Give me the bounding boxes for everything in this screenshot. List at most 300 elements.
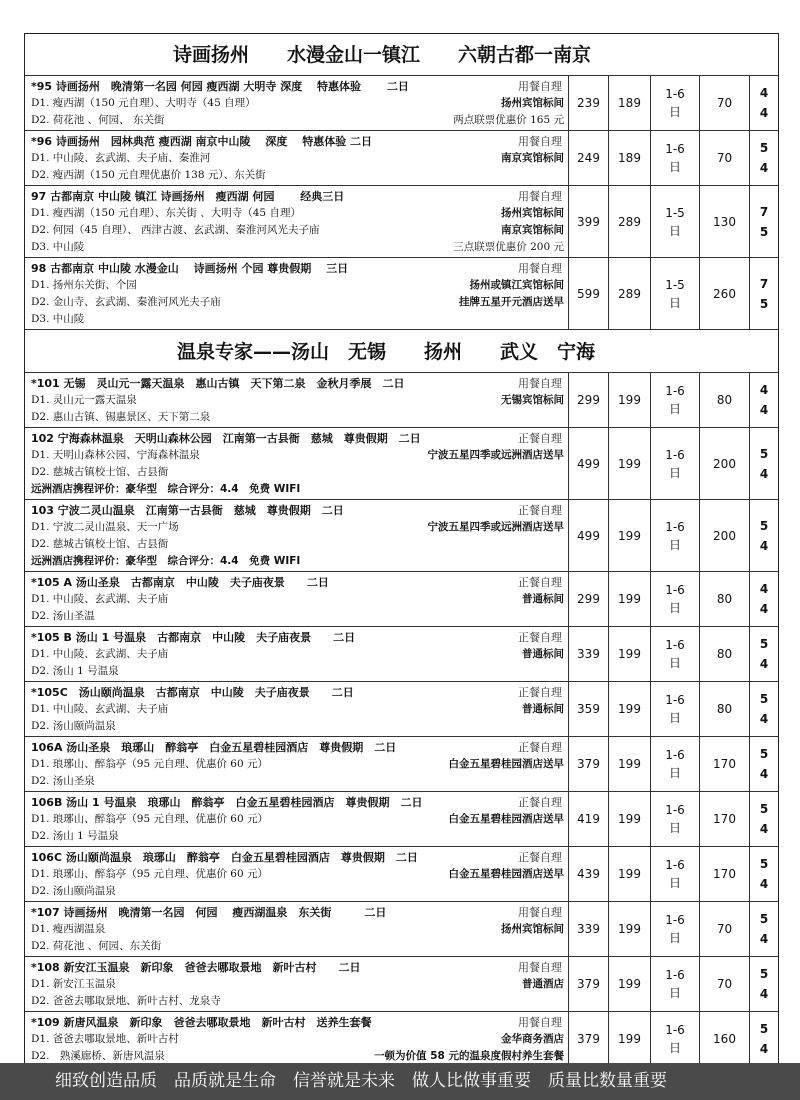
tour-row bbox=[25, 373, 778, 428]
single-supplement: 170 bbox=[700, 792, 750, 846]
itinerary-text: D1. 琅琊山、醉翁亭（95 元自理、优惠价 60 元） bbox=[31, 868, 269, 880]
child-price: 199 bbox=[609, 902, 651, 956]
single-supplement: 170 bbox=[700, 847, 750, 901]
itinerary-text: D3. 中山陵 bbox=[31, 313, 85, 325]
itinerary-text: D3. 中山陵 bbox=[31, 241, 85, 253]
frequency bbox=[750, 131, 778, 185]
frequency bbox=[750, 682, 778, 736]
itinerary-text: D1. 中山陵、玄武湖、夫子庙、秦淮河 bbox=[31, 152, 211, 164]
departure-days-line: 1-6 bbox=[665, 693, 685, 707]
adult-price: 339 bbox=[569, 902, 609, 956]
departure-days-line: 1-6 bbox=[665, 519, 685, 534]
departure-days-line: 日 bbox=[668, 402, 681, 416]
departure-days-line: 日 bbox=[668, 295, 681, 310]
adult-price: 339 bbox=[569, 627, 609, 681]
single-supplement: 260 bbox=[700, 258, 750, 329]
meal-note: 正餐自理 bbox=[518, 741, 562, 754]
itinerary-line bbox=[31, 222, 564, 239]
frequency-value: 4 bbox=[759, 466, 769, 481]
single-supplement: 130 bbox=[700, 186, 750, 257]
frequency-value: 4 bbox=[759, 538, 769, 553]
tour-row bbox=[25, 258, 778, 329]
ticket-note: 三点联票优惠价 200 元 bbox=[453, 241, 564, 253]
adult-price: 379 bbox=[569, 737, 609, 791]
departure-days-text bbox=[665, 911, 685, 947]
adult-price: 379 bbox=[569, 957, 609, 1011]
tour-title: *95 诗画扬州 晚清第一名园 何园 瘦西湖 大明寺 深度 特惠体验 二日 bbox=[31, 80, 409, 93]
itinerary-line bbox=[31, 591, 564, 608]
itinerary-line bbox=[31, 701, 564, 718]
tour-row bbox=[25, 627, 778, 682]
child-price: 289 bbox=[609, 258, 651, 329]
departure-days-line: 1-6 bbox=[665, 1023, 685, 1037]
frequency-value: 4 bbox=[759, 767, 769, 781]
departure-days-line: 1-6 bbox=[665, 858, 685, 872]
hotel-info: 普通标间 bbox=[522, 648, 564, 660]
meal-note: 用餐自理 bbox=[518, 1016, 562, 1029]
itinerary-text: D2. 汤山圣温 bbox=[31, 610, 95, 622]
departure-days-line: 1-6 bbox=[665, 447, 685, 462]
departure-days bbox=[651, 258, 700, 329]
hotel-info: 宁波五星四季或远洲酒店送早 bbox=[427, 449, 564, 461]
departure-days-text bbox=[665, 746, 685, 782]
itinerary-line bbox=[31, 608, 564, 625]
departure-days-text bbox=[665, 581, 685, 617]
child-price: 199 bbox=[609, 572, 651, 626]
tour-title: 106A 汤山圣泉 琅琊山 醉翁亭 白金五星碧桂园酒店 尊贵假期 二日 bbox=[31, 741, 397, 754]
departure-days bbox=[651, 373, 700, 427]
departure-days-text bbox=[665, 382, 685, 418]
meal-note: 用餐自理 bbox=[518, 961, 562, 974]
child-price: 199 bbox=[609, 627, 651, 681]
single-supplement: 70 bbox=[700, 131, 750, 185]
itinerary-line bbox=[31, 536, 564, 553]
tour-title: *105 B 汤山 1 号温泉 古都南京 中山陵 夫子庙夜景 二日 bbox=[31, 631, 356, 644]
child-price: 199 bbox=[609, 847, 651, 901]
itinerary-text: D1. 天明山森林公园、宁海森林温泉 bbox=[31, 449, 200, 461]
itinerary-line bbox=[31, 167, 564, 184]
itinerary-line bbox=[31, 773, 564, 790]
hotel-info: 宁波五星四季或远洲酒店送早 bbox=[427, 521, 564, 533]
meal-note: 正餐自理 bbox=[518, 504, 562, 517]
frequency-value: 5 bbox=[759, 518, 769, 533]
tour-title: *107 诗画扬州 晚清第一名园 何园 瘦西湖温泉 东关街 二日 bbox=[31, 906, 387, 919]
itinerary-text: D1. 新安江玉温泉 bbox=[31, 978, 116, 990]
itinerary-text: D1. 宁波二灵山温泉、天一广场 bbox=[31, 521, 179, 533]
frequency-value: 7 bbox=[759, 276, 769, 291]
frequency bbox=[750, 76, 778, 130]
itinerary-line bbox=[31, 112, 564, 129]
meal-note: 用餐自理 bbox=[518, 135, 562, 148]
tour-description bbox=[25, 737, 569, 791]
frequency bbox=[750, 428, 778, 499]
departure-days bbox=[651, 792, 700, 846]
departure-days bbox=[651, 131, 700, 185]
frequency-value: 4 bbox=[759, 712, 769, 726]
itinerary-line bbox=[31, 447, 564, 464]
tour-description bbox=[25, 373, 569, 427]
tour-title: 103 宁波二灵山温泉 江南第一古县衙 慈城 尊贵假期 二日 bbox=[31, 504, 344, 517]
single-supplement: 160 bbox=[700, 1012, 750, 1066]
frequency-value: 7 bbox=[759, 204, 769, 219]
section-title-hotspring: 温泉专家——汤山 无锡 扬州 武义 宁海 bbox=[25, 329, 778, 373]
itinerary-line bbox=[31, 718, 564, 735]
hotel-info: 白金五星碧桂园酒店送早 bbox=[448, 868, 564, 880]
tour-row bbox=[25, 76, 778, 131]
itinerary-text: D1. 灵山元一露天温泉 bbox=[31, 394, 137, 406]
tour-title: *105C 汤山颐尚温泉 古都南京 中山陵 夫子庙夜景 二日 bbox=[31, 686, 354, 699]
tour-title: *108 新安江玉温泉 新印象 爸爸去哪取景地 新叶古村 二日 bbox=[31, 961, 361, 974]
departure-days-text bbox=[665, 204, 685, 240]
single-supplement: 70 bbox=[700, 76, 750, 130]
frequency-value: 4 bbox=[759, 822, 769, 836]
departure-days-line: 1-6 bbox=[665, 583, 685, 597]
departure-days-line: 1-6 bbox=[665, 638, 685, 652]
frequency bbox=[750, 792, 778, 846]
hotel-info: 挂牌五星开元酒店送早 bbox=[459, 296, 564, 308]
tour-description bbox=[25, 186, 569, 257]
adult-price: 439 bbox=[569, 847, 609, 901]
departure-days bbox=[651, 186, 700, 257]
departure-days-line: 1-6 bbox=[665, 748, 685, 762]
child-price: 199 bbox=[609, 737, 651, 791]
departure-days-line: 日 bbox=[668, 821, 681, 835]
section-title-yangzhou: 诗画扬州 水漫金山一镇江 六朝古都一南京 bbox=[25, 34, 778, 76]
tour-description bbox=[25, 76, 569, 130]
frequency bbox=[750, 186, 778, 257]
departure-days-line: 日 bbox=[668, 223, 681, 238]
itinerary-text: 远洲酒店携程评价：豪华型 综合评分：4.4 免费 WIFI bbox=[31, 555, 301, 567]
itinerary-line bbox=[31, 921, 564, 938]
itinerary-text: D1. 扬州东关街、个园 bbox=[31, 279, 137, 291]
frequency-value: 4 bbox=[759, 383, 769, 397]
itinerary-text: D2. 荷花池 、何园、东关街 bbox=[31, 940, 162, 952]
itinerary-line bbox=[31, 993, 564, 1010]
frequency-value: 5 bbox=[759, 967, 769, 981]
meal-note: 用餐自理 bbox=[518, 906, 562, 919]
itinerary-text: D2. 汤山颐尚温泉 bbox=[31, 720, 116, 732]
departure-days-line: 日 bbox=[668, 1041, 681, 1055]
meal-note: 正餐自理 bbox=[518, 851, 562, 864]
itinerary-text: D2. 汤山颐尚温泉 bbox=[31, 885, 116, 897]
itinerary-text: 远洲酒店携程评价：豪华型 综合评分：4.4 免费 WIFI bbox=[31, 483, 301, 495]
departure-days-text bbox=[665, 691, 685, 727]
tour-description bbox=[25, 957, 569, 1011]
child-price: 199 bbox=[609, 428, 651, 499]
hotel-info: 无锡宾馆标间 bbox=[501, 394, 564, 406]
frequency bbox=[750, 737, 778, 791]
tour-row bbox=[25, 500, 778, 572]
itinerary-line bbox=[31, 938, 564, 955]
itinerary-text: D1. 中山陵、玄武湖、夫子庙 bbox=[31, 648, 169, 660]
departure-days-line: 日 bbox=[668, 537, 681, 552]
departure-days-line: 日 bbox=[668, 656, 681, 670]
departure-days-line: 日 bbox=[668, 931, 681, 945]
departure-days-line: 日 bbox=[668, 160, 681, 174]
tour-row bbox=[25, 572, 778, 627]
meal-note: 正餐自理 bbox=[518, 631, 562, 644]
child-price: 199 bbox=[609, 500, 651, 571]
itinerary-text: D1. 瘦西湖（150 元自理）、大明寺（45 自理） bbox=[31, 97, 256, 109]
meal-note: 用餐自理 bbox=[518, 80, 562, 93]
tour-description bbox=[25, 847, 569, 901]
hotel-info: 扬州或镇江宾馆标间 bbox=[469, 279, 564, 291]
itinerary-text: D2. 惠山古镇、锡惠景区、天下第二泉 bbox=[31, 411, 211, 423]
tour-row bbox=[25, 131, 778, 186]
adult-price: 379 bbox=[569, 1012, 609, 1066]
itinerary-text: D1. 琅琊山、醉翁亭（95 元自理、优惠价 60 元） bbox=[31, 813, 269, 825]
child-price: 199 bbox=[609, 957, 651, 1011]
hotel-info: 扬州宾馆标间 bbox=[501, 97, 564, 109]
frequency bbox=[750, 957, 778, 1011]
hotel-info: 普通标间 bbox=[522, 593, 564, 605]
departure-days bbox=[651, 847, 700, 901]
adult-price: 399 bbox=[569, 186, 609, 257]
child-price: 199 bbox=[609, 682, 651, 736]
meal-note: 正餐自理 bbox=[518, 686, 562, 699]
frequency-value: 5 bbox=[759, 692, 769, 706]
departure-days-line: 日 bbox=[668, 986, 681, 1000]
tour-title: *101 无锡 灵山元一露天温泉 惠山古镇 天下第二泉 金秋月季展 二日 bbox=[31, 377, 405, 390]
departure-days-line: 1-6 bbox=[665, 803, 685, 817]
adult-price: 299 bbox=[569, 572, 609, 626]
tour-title: 102 宁海森林温泉 天明山森林公园 江南第一古县衙 慈城 尊贵假期 二日 bbox=[31, 432, 421, 445]
departure-days-text bbox=[665, 966, 685, 1002]
itinerary-line bbox=[31, 392, 564, 409]
departure-days bbox=[651, 1012, 700, 1066]
departure-days-text bbox=[665, 518, 685, 554]
child-price: 289 bbox=[609, 186, 651, 257]
child-price: 189 bbox=[609, 131, 651, 185]
itinerary-text: D1. 琅琊山、醉翁亭（95 元自理、优惠价 60 元） bbox=[31, 758, 269, 770]
itinerary-text: D2. 金山寺、玄武湖、秦淮河风光夫子庙 bbox=[31, 296, 221, 308]
tour-list-yangzhou bbox=[25, 76, 778, 329]
departure-days-line: 日 bbox=[668, 601, 681, 615]
departure-days-text bbox=[665, 636, 685, 672]
tour-row bbox=[25, 737, 778, 792]
itinerary-text: D1. 中山陵、玄武湖、夫子庙 bbox=[31, 703, 169, 715]
departure-days-line: 1-6 bbox=[665, 968, 685, 982]
single-supplement: 80 bbox=[700, 373, 750, 427]
frequency-value: 4 bbox=[759, 86, 769, 100]
departure-days-line: 1-6 bbox=[665, 913, 685, 927]
itinerary-line bbox=[31, 646, 564, 663]
itinerary-text: D1. 爸爸去哪取景地、新叶古村 bbox=[31, 1033, 179, 1045]
itinerary-text: D2. 爸爸去哪取景地、新叶古村、龙泉寺 bbox=[31, 995, 221, 1007]
child-price: 199 bbox=[609, 1012, 651, 1066]
adult-price: 239 bbox=[569, 76, 609, 130]
hotel-info: 扬州宾馆标间 bbox=[501, 207, 564, 219]
itinerary-line bbox=[31, 311, 564, 328]
itinerary-line bbox=[31, 239, 564, 256]
frequency-value: 4 bbox=[759, 582, 769, 596]
adult-price: 249 bbox=[569, 131, 609, 185]
tour-row bbox=[25, 186, 778, 258]
tour-title: *96 诗画扬州 园林典范 瘦西湖 南京中山陵 深度 特惠体验 二日 bbox=[31, 135, 373, 148]
child-price: 189 bbox=[609, 76, 651, 130]
departure-days-line: 1-6 bbox=[665, 142, 685, 156]
adult-price: 499 bbox=[569, 500, 609, 571]
tour-title: 106B 汤山 1 号温泉 琅琊山 醉翁亭 白金五星碧桂园酒店 尊贵假期 二日 bbox=[31, 796, 423, 809]
hotel-info: 普通标间 bbox=[522, 703, 564, 715]
departure-days bbox=[651, 627, 700, 681]
adult-price: 419 bbox=[569, 792, 609, 846]
itinerary-line bbox=[31, 95, 564, 112]
adult-price: 599 bbox=[569, 258, 609, 329]
single-supplement: 70 bbox=[700, 957, 750, 1011]
frequency-value: 4 bbox=[759, 602, 769, 616]
itinerary-line bbox=[31, 409, 564, 426]
itinerary-line bbox=[31, 811, 564, 828]
frequency-value: 5 bbox=[759, 1022, 769, 1036]
frequency-value: 4 bbox=[759, 1042, 769, 1056]
frequency-value: 5 bbox=[759, 296, 769, 311]
single-supplement: 80 bbox=[700, 572, 750, 626]
itinerary-line bbox=[31, 663, 564, 680]
tour-description bbox=[25, 131, 569, 185]
tour-row bbox=[25, 847, 778, 902]
frequency-value: 5 bbox=[759, 912, 769, 926]
itinerary-text: D2. 慈城古镇校士馆、古县衙 bbox=[31, 466, 169, 478]
tour-row bbox=[25, 1012, 778, 1066]
itinerary-line bbox=[31, 464, 564, 481]
hotel-info: 南京宾馆标间 bbox=[501, 224, 564, 236]
tour-row bbox=[25, 957, 778, 1012]
departure-days-line: 1-5 bbox=[665, 205, 685, 220]
hotel-info: 普通酒店 bbox=[522, 978, 564, 990]
frequency bbox=[750, 373, 778, 427]
tour-description bbox=[25, 500, 569, 571]
itinerary-text: D2. 瘦西湖（150 元自理优惠价 138 元）、东关街 bbox=[31, 169, 266, 181]
itinerary-line bbox=[31, 1031, 564, 1048]
itinerary-text: D2. 何园（45 自理）、 西津古渡、玄武湖、秦淮河风光夫子庙 bbox=[31, 224, 320, 236]
single-supplement: 200 bbox=[700, 428, 750, 499]
meal-note: 正餐自理 bbox=[518, 576, 562, 589]
itinerary-text: D2. 荷花池 、何园、 东关街 bbox=[31, 114, 165, 126]
hotel-info: 扬州宾馆标间 bbox=[501, 923, 564, 935]
itinerary-text: D1. 中山陵、玄武湖、夫子庙 bbox=[31, 593, 169, 605]
tour-title: *109 新唐风温泉 新印象 爸爸去哪取景地 新叶古村 送养生套餐 bbox=[31, 1016, 372, 1029]
itinerary-text: D2. 慈城古镇校士馆、古县衙 bbox=[31, 538, 169, 550]
frequency-value: 5 bbox=[759, 747, 769, 761]
itinerary-text: D2. 汤山 1 号温泉 bbox=[31, 830, 119, 842]
tour-row bbox=[25, 792, 778, 847]
departure-days-line: 日 bbox=[668, 876, 681, 890]
frequency-value: 4 bbox=[759, 106, 769, 120]
tour-description bbox=[25, 258, 569, 329]
departure-days-text bbox=[665, 801, 685, 837]
tour-description bbox=[25, 428, 569, 499]
tour-row bbox=[25, 428, 778, 500]
frequency-value: 4 bbox=[759, 987, 769, 1001]
hotel-info: 一顿为价值 58 元的温泉度假村养生套餐 bbox=[374, 1050, 564, 1062]
adult-price: 359 bbox=[569, 682, 609, 736]
itinerary-text: D1. 瘦西湖温泉 bbox=[31, 923, 106, 935]
frequency bbox=[750, 258, 778, 329]
single-supplement: 200 bbox=[700, 500, 750, 571]
departure-days bbox=[651, 737, 700, 791]
frequency-value: 5 bbox=[759, 446, 769, 461]
single-supplement: 80 bbox=[700, 627, 750, 681]
child-price: 199 bbox=[609, 792, 651, 846]
tour-row bbox=[25, 902, 778, 957]
hotel-info: 白金五星碧桂园酒店送早 bbox=[448, 758, 564, 770]
frequency-value: 4 bbox=[759, 403, 769, 417]
departure-days-line: 1-6 bbox=[665, 384, 685, 398]
tour-row bbox=[25, 682, 778, 737]
tour-list-hotspring bbox=[25, 373, 778, 1066]
ticket-note: 两点联票优惠价 165 元 bbox=[453, 114, 564, 126]
itinerary-line bbox=[31, 756, 564, 773]
itinerary-text: D2. 汤山圣泉 bbox=[31, 775, 95, 787]
tour-title: *105 A 汤山圣泉 古都南京 中山陵 夫子庙夜景 二日 bbox=[31, 576, 329, 589]
single-supplement: 170 bbox=[700, 737, 750, 791]
departure-days bbox=[651, 500, 700, 571]
departure-days bbox=[651, 682, 700, 736]
itinerary-text: D2. 汤山 1 号温泉 bbox=[31, 665, 119, 677]
meal-note: 正餐自理 bbox=[518, 796, 562, 809]
frequency bbox=[750, 500, 778, 571]
departure-days-line: 日 bbox=[668, 105, 681, 119]
itinerary-line bbox=[31, 976, 564, 993]
departure-days-line: 日 bbox=[668, 766, 681, 780]
tour-title: 97 古都南京 中山陵 镇江 诗画扬州 瘦西湖 何园 经典三日 bbox=[31, 190, 345, 203]
itinerary-line bbox=[31, 277, 564, 294]
child-price: 199 bbox=[609, 373, 651, 427]
tour-description bbox=[25, 572, 569, 626]
departure-days-line: 日 bbox=[668, 711, 681, 725]
itinerary-line bbox=[31, 828, 564, 845]
frequency-value: 4 bbox=[759, 877, 769, 891]
hotel-info: 南京宾馆标间 bbox=[501, 152, 564, 164]
frequency bbox=[750, 1012, 778, 1066]
departure-days-text bbox=[665, 85, 685, 121]
tour-description bbox=[25, 792, 569, 846]
departure-days bbox=[651, 428, 700, 499]
departure-days bbox=[651, 957, 700, 1011]
itinerary-line bbox=[31, 150, 564, 167]
frequency-value: 5 bbox=[759, 637, 769, 651]
meal-note: 正餐自理 bbox=[518, 432, 562, 445]
itinerary-text: D2. 熟溪廊桥、新唐风温泉 bbox=[31, 1050, 165, 1062]
adult-price: 299 bbox=[569, 373, 609, 427]
meal-note: 用餐自理 bbox=[518, 190, 562, 203]
itinerary-line bbox=[31, 481, 564, 498]
tour-description bbox=[25, 682, 569, 736]
brochure-table bbox=[24, 33, 779, 1067]
frequency bbox=[750, 572, 778, 626]
tour-description bbox=[25, 1012, 569, 1066]
departure-days-line: 1-6 bbox=[665, 87, 685, 101]
departure-days-text bbox=[665, 140, 685, 176]
frequency-value: 5 bbox=[759, 224, 769, 239]
frequency-value: 5 bbox=[759, 141, 769, 155]
frequency bbox=[750, 847, 778, 901]
frequency-value: 5 bbox=[759, 857, 769, 871]
frequency bbox=[750, 902, 778, 956]
meal-note: 用餐自理 bbox=[518, 377, 562, 390]
hotel-info: 白金五星碧桂园酒店送早 bbox=[448, 813, 564, 825]
itinerary-line bbox=[31, 294, 564, 311]
departure-days-text bbox=[665, 856, 685, 892]
departure-days-text bbox=[665, 446, 685, 482]
hotel-info: 金华商务酒店 bbox=[501, 1033, 564, 1045]
itinerary-line bbox=[31, 519, 564, 536]
single-supplement: 70 bbox=[700, 902, 750, 956]
departure-days-text bbox=[665, 276, 685, 312]
itinerary-line bbox=[31, 883, 564, 900]
frequency-value: 4 bbox=[759, 657, 769, 671]
